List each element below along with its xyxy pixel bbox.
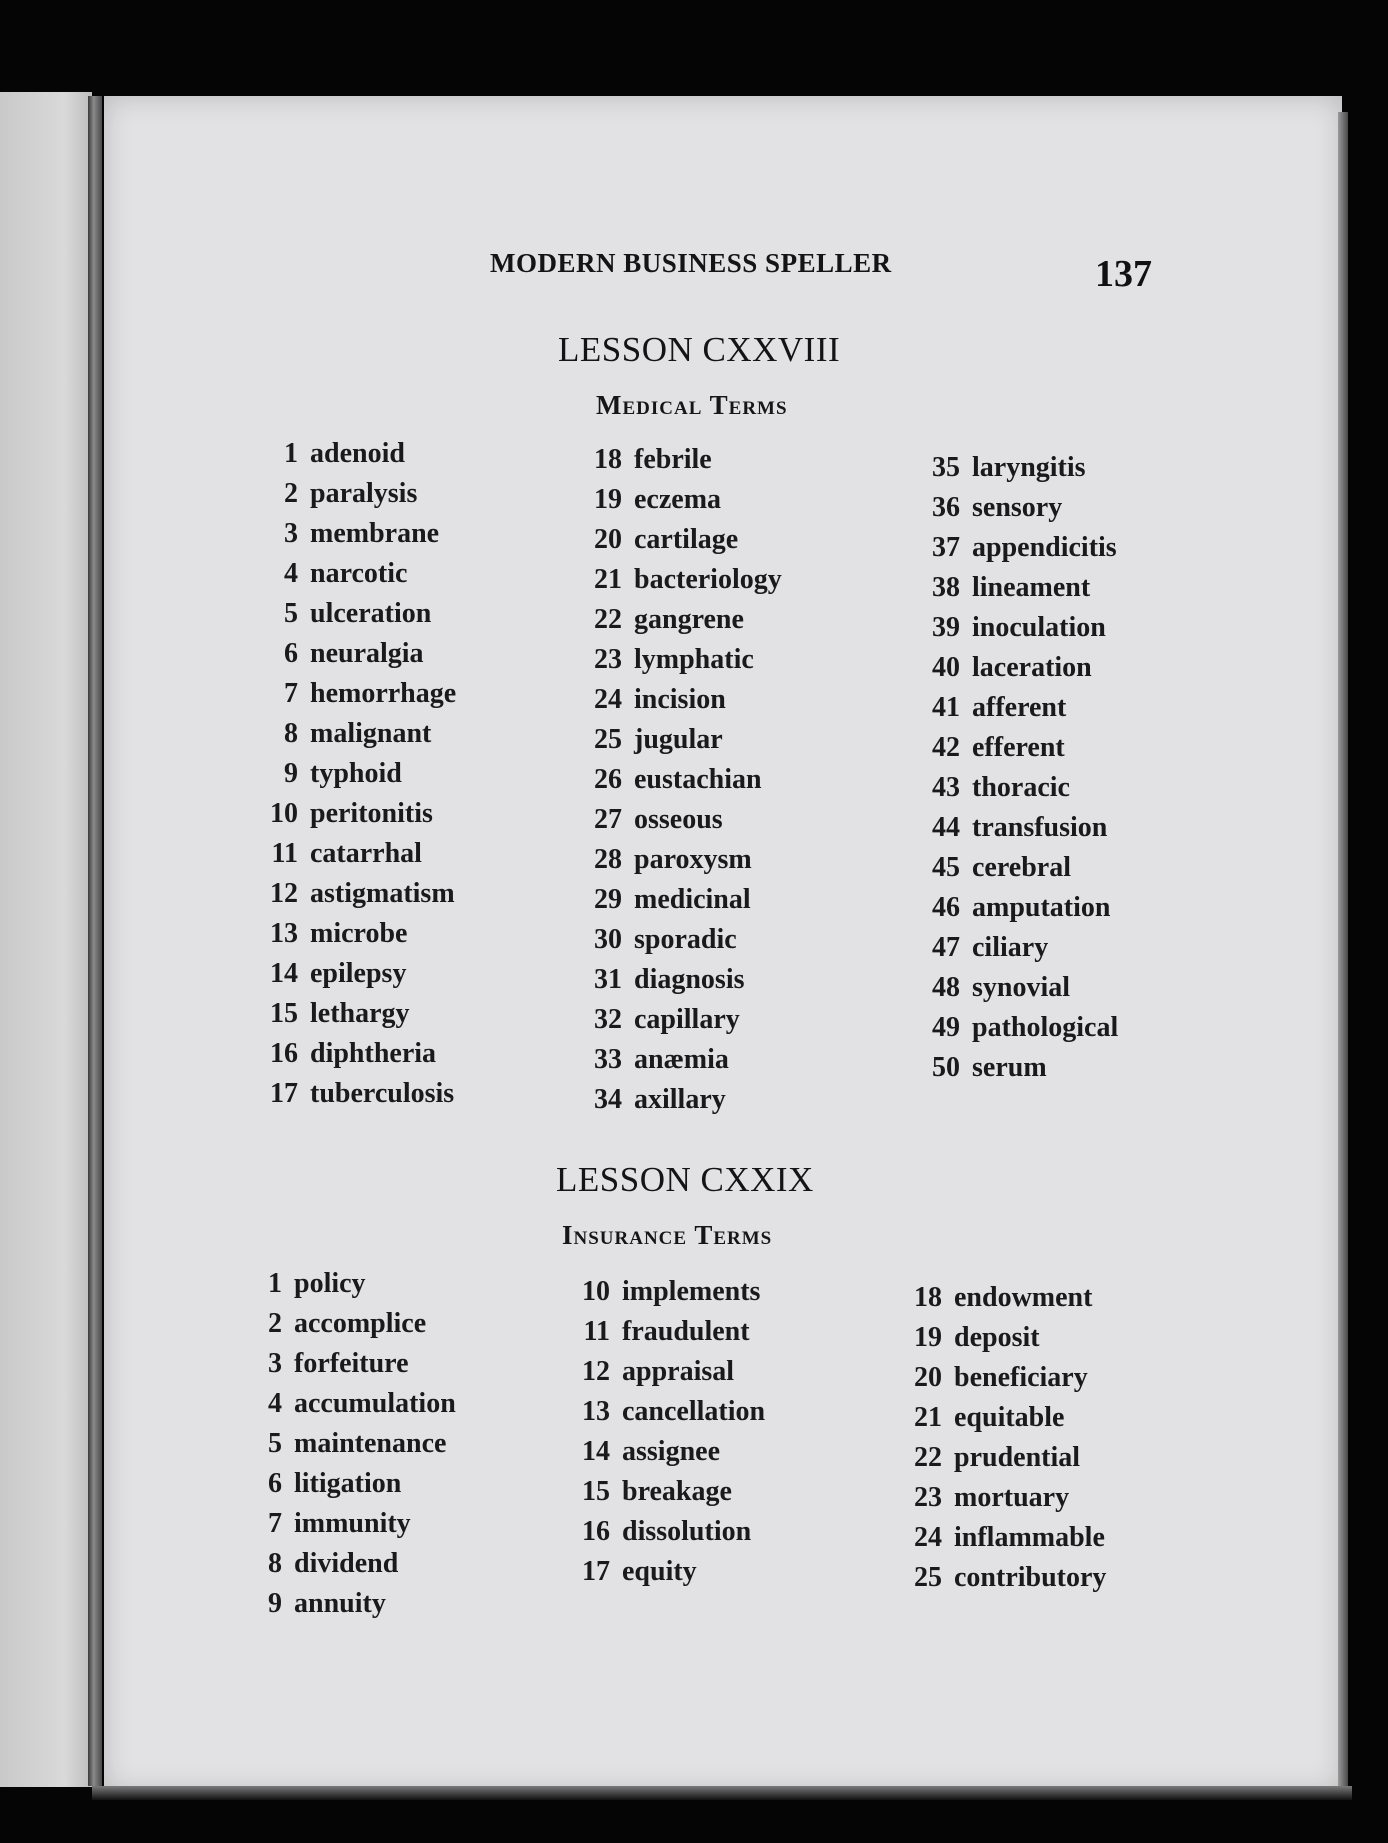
term-number: 11 [271, 838, 298, 869]
term-word: capillary [634, 1004, 740, 1035]
term-item [918, 572, 1118, 612]
term-item [900, 1562, 1106, 1602]
term-number: 45 [932, 852, 960, 883]
term-item [580, 1044, 782, 1084]
term-word: axillary [634, 1084, 726, 1115]
term-word: eustachian [634, 764, 762, 795]
term-word: dissolution [622, 1516, 752, 1547]
term-number: 50 [932, 1052, 960, 1083]
term-item [900, 1402, 1106, 1442]
term-word: peritonitis [310, 798, 433, 829]
term-item [918, 812, 1118, 852]
term-item [580, 564, 782, 604]
term-item [900, 1522, 1106, 1562]
term-number: 8 [268, 1548, 282, 1579]
term-word: immunity [294, 1508, 411, 1539]
term-number: 41 [932, 692, 960, 723]
term-word: thoracic [972, 772, 1070, 803]
term-item [918, 452, 1118, 492]
term-item [900, 1282, 1106, 1322]
running-head: MODERN BUSINESS SPELLER [490, 248, 892, 278]
term-number: 5 [284, 598, 298, 629]
term-number: 8 [284, 718, 298, 749]
term-number: 6 [268, 1468, 282, 1499]
term-item [568, 1476, 765, 1516]
term-number: 42 [932, 732, 960, 763]
term-word: litigation [294, 1468, 402, 1499]
term-item [568, 1516, 765, 1556]
term-number: 30 [594, 924, 622, 955]
term-column [568, 1276, 765, 1596]
term-item [580, 884, 782, 924]
term-word: lethargy [310, 998, 410, 1029]
term-word: laceration [972, 652, 1092, 683]
term-word: jugular [634, 724, 723, 755]
term-word: implements [622, 1276, 761, 1307]
term-item [568, 1396, 765, 1436]
term-item [918, 652, 1118, 692]
term-word: paralysis [310, 478, 418, 509]
term-word: dividend [294, 1548, 399, 1579]
term-item [256, 798, 456, 838]
page-number: 137 [1095, 253, 1152, 295]
term-word: epilepsy [310, 958, 407, 989]
term-item [568, 1436, 765, 1476]
term-number: 23 [914, 1482, 942, 1513]
term-item [240, 1548, 456, 1588]
term-word: synovial [972, 972, 1071, 1003]
lesson-subtitle: Insurance Terms [562, 1220, 773, 1250]
term-word: prudential [954, 1442, 1081, 1473]
term-word: lineament [972, 572, 1091, 603]
term-number: 17 [582, 1556, 610, 1587]
term-word: ulceration [310, 598, 432, 629]
term-number: 14 [270, 958, 298, 989]
term-number: 29 [594, 884, 622, 915]
term-item [918, 972, 1118, 1012]
term-number: 37 [932, 532, 960, 563]
term-word: laryngitis [972, 452, 1086, 483]
term-word: febrile [634, 444, 712, 475]
term-item [918, 892, 1118, 932]
term-word: contributory [954, 1562, 1107, 1593]
term-item [256, 1038, 456, 1078]
term-item [580, 524, 782, 564]
facing-page-edge [0, 92, 92, 1787]
term-item [918, 532, 1118, 572]
term-number: 9 [284, 758, 298, 789]
term-item [256, 558, 456, 598]
term-column [900, 1282, 1106, 1602]
term-word: catarrhal [310, 838, 422, 869]
term-number: 13 [582, 1396, 610, 1427]
term-word: endowment [954, 1282, 1093, 1313]
term-number: 4 [268, 1388, 282, 1419]
term-item [918, 612, 1118, 652]
term-word: adenoid [310, 438, 405, 469]
term-word: cartilage [634, 524, 739, 555]
term-item [568, 1356, 765, 1396]
term-item [918, 1052, 1118, 1092]
term-word: ciliary [972, 932, 1049, 963]
term-item [918, 852, 1118, 892]
term-word: beneficiary [954, 1362, 1088, 1393]
term-number: 24 [914, 1522, 942, 1553]
term-column [240, 1268, 456, 1628]
term-item [240, 1308, 456, 1348]
term-number: 49 [932, 1012, 960, 1043]
term-word: appraisal [622, 1356, 735, 1387]
term-word: incision [634, 684, 726, 715]
term-number: 4 [284, 558, 298, 589]
term-word: deposit [954, 1322, 1040, 1353]
term-word: hemorrhage [310, 678, 457, 709]
term-number: 35 [932, 452, 960, 483]
term-item [256, 518, 456, 558]
term-word: osseous [634, 804, 723, 835]
term-number: 20 [594, 524, 622, 555]
term-number: 10 [270, 798, 298, 829]
term-number: 3 [284, 518, 298, 549]
term-item [580, 444, 782, 484]
term-number: 33 [594, 1044, 622, 1075]
term-item [256, 838, 456, 878]
term-word: mortuary [954, 1482, 1070, 1513]
term-word: serum [972, 1052, 1047, 1083]
term-item [900, 1362, 1106, 1402]
term-item [900, 1482, 1106, 1522]
term-number: 28 [594, 844, 622, 875]
term-number: 7 [268, 1508, 282, 1539]
term-item [580, 484, 782, 524]
term-word: typhoid [310, 758, 402, 789]
term-item [256, 438, 456, 478]
term-number: 16 [582, 1516, 610, 1547]
term-number: 21 [594, 564, 622, 595]
term-item [256, 1078, 456, 1118]
term-number: 10 [582, 1276, 610, 1307]
term-number: 36 [932, 492, 960, 523]
term-item [256, 598, 456, 638]
term-number: 12 [270, 878, 298, 909]
term-number: 1 [284, 438, 298, 469]
term-number: 15 [270, 998, 298, 1029]
term-word: lymphatic [634, 644, 754, 675]
lesson-title: LESSON CXXIX [556, 1160, 814, 1199]
term-number: 9 [268, 1588, 282, 1619]
term-column [580, 444, 782, 1124]
term-item [580, 604, 782, 644]
term-item [580, 1084, 782, 1124]
term-item [580, 684, 782, 724]
term-number: 5 [268, 1428, 282, 1459]
term-number: 48 [932, 972, 960, 1003]
term-item [568, 1316, 765, 1356]
term-item [256, 998, 456, 1038]
term-number: 19 [594, 484, 622, 515]
term-number: 14 [582, 1436, 610, 1467]
term-word: cerebral [972, 852, 1071, 883]
term-number: 38 [932, 572, 960, 603]
term-item [240, 1348, 456, 1388]
term-number: 27 [594, 804, 622, 835]
term-item [580, 764, 782, 804]
term-number: 22 [594, 604, 622, 635]
term-number: 3 [268, 1348, 282, 1379]
term-number: 34 [594, 1084, 622, 1115]
term-word: astigmatism [310, 878, 455, 909]
term-number: 47 [932, 932, 960, 963]
term-item [256, 878, 456, 918]
term-word: accumulation [294, 1388, 456, 1419]
term-word: amputation [972, 892, 1111, 923]
page-edge [1338, 112, 1348, 1792]
term-word: tuberculosis [310, 1078, 455, 1109]
term-item [256, 678, 456, 718]
term-word: sporadic [634, 924, 737, 955]
term-word: assignee [622, 1436, 720, 1467]
term-number: 20 [914, 1362, 942, 1393]
term-word: sensory [972, 492, 1063, 523]
term-item [240, 1388, 456, 1428]
term-item [256, 918, 456, 958]
term-column [918, 452, 1118, 1092]
term-word: diphtheria [310, 1038, 437, 1069]
term-word: bacteriology [634, 564, 782, 595]
term-item [256, 758, 456, 798]
term-number: 25 [594, 724, 622, 755]
term-item [918, 1012, 1118, 1052]
term-item [256, 958, 456, 998]
term-number: 16 [270, 1038, 298, 1069]
term-number: 12 [582, 1356, 610, 1387]
term-word: medicinal [634, 884, 751, 915]
term-word: paroxysm [634, 844, 752, 875]
term-word: cancellation [622, 1396, 766, 1427]
term-item [918, 932, 1118, 972]
term-word: pathological [972, 1012, 1119, 1043]
book-spine [88, 96, 102, 1786]
term-item [918, 772, 1118, 812]
term-item [900, 1322, 1106, 1362]
term-item [580, 644, 782, 684]
term-number: 22 [914, 1442, 942, 1473]
term-word: microbe [310, 918, 408, 949]
lesson-title: LESSON CXXVIII [558, 330, 841, 369]
term-number: 23 [594, 644, 622, 675]
term-number: 13 [270, 918, 298, 949]
term-number: 43 [932, 772, 960, 803]
term-word: policy [294, 1268, 366, 1299]
term-item [256, 718, 456, 758]
term-number: 32 [594, 1004, 622, 1035]
term-word: eczema [634, 484, 722, 515]
term-word: diagnosis [634, 964, 745, 995]
term-number: 31 [594, 964, 622, 995]
term-word: narcotic [310, 558, 408, 589]
term-number: 39 [932, 612, 960, 643]
term-number: 11 [583, 1316, 610, 1347]
term-item [568, 1276, 765, 1316]
term-column [256, 438, 456, 1118]
term-word: membrane [310, 518, 440, 549]
term-item [256, 638, 456, 678]
term-word: inflammable [954, 1522, 1105, 1553]
term-item [580, 804, 782, 844]
page-bottom-shadow [92, 1786, 1352, 1800]
term-word: equitable [954, 1402, 1065, 1433]
term-word: neuralgia [310, 638, 424, 669]
term-number: 2 [268, 1308, 282, 1339]
term-item [580, 964, 782, 1004]
term-item [240, 1508, 456, 1548]
term-item [256, 478, 456, 518]
term-item [918, 732, 1118, 772]
term-number: 7 [284, 678, 298, 709]
term-word: maintenance [294, 1428, 447, 1459]
term-item [580, 844, 782, 884]
term-item [240, 1268, 456, 1308]
term-word: efferent [972, 732, 1065, 763]
term-number: 6 [284, 638, 298, 669]
term-item [568, 1556, 765, 1596]
term-number: 18 [594, 444, 622, 475]
term-word: inoculation [972, 612, 1106, 643]
term-number: 1 [268, 1268, 282, 1299]
term-number: 21 [914, 1402, 942, 1433]
term-word: appendicitis [972, 532, 1117, 563]
term-word: fraudulent [622, 1316, 750, 1347]
term-number: 40 [932, 652, 960, 683]
term-word: malignant [310, 718, 432, 749]
term-word: gangrene [634, 604, 744, 635]
term-word: transfusion [972, 812, 1108, 843]
term-item [900, 1442, 1106, 1482]
term-number: 15 [582, 1476, 610, 1507]
term-number: 44 [932, 812, 960, 843]
term-word: forfeiture [294, 1348, 409, 1379]
term-number: 24 [594, 684, 622, 715]
term-word: accomplice [294, 1308, 427, 1339]
term-word: annuity [294, 1588, 386, 1619]
term-word: equity [622, 1556, 697, 1587]
term-item [918, 492, 1118, 532]
term-item [240, 1468, 456, 1508]
term-word: anæmia [634, 1044, 729, 1075]
term-number: 26 [594, 764, 622, 795]
term-number: 46 [932, 892, 960, 923]
term-item [580, 924, 782, 964]
term-number: 2 [284, 478, 298, 509]
term-word: breakage [622, 1476, 732, 1507]
term-number: 18 [914, 1282, 942, 1313]
term-item [918, 692, 1118, 732]
term-word: afferent [972, 692, 1067, 723]
term-number: 17 [270, 1078, 298, 1109]
term-item [240, 1588, 456, 1628]
term-item [580, 1004, 782, 1044]
lesson-subtitle: Medical Terms [596, 390, 788, 420]
term-number: 19 [914, 1322, 942, 1353]
term-number: 25 [914, 1562, 942, 1593]
term-item [240, 1428, 456, 1468]
term-item [580, 724, 782, 764]
